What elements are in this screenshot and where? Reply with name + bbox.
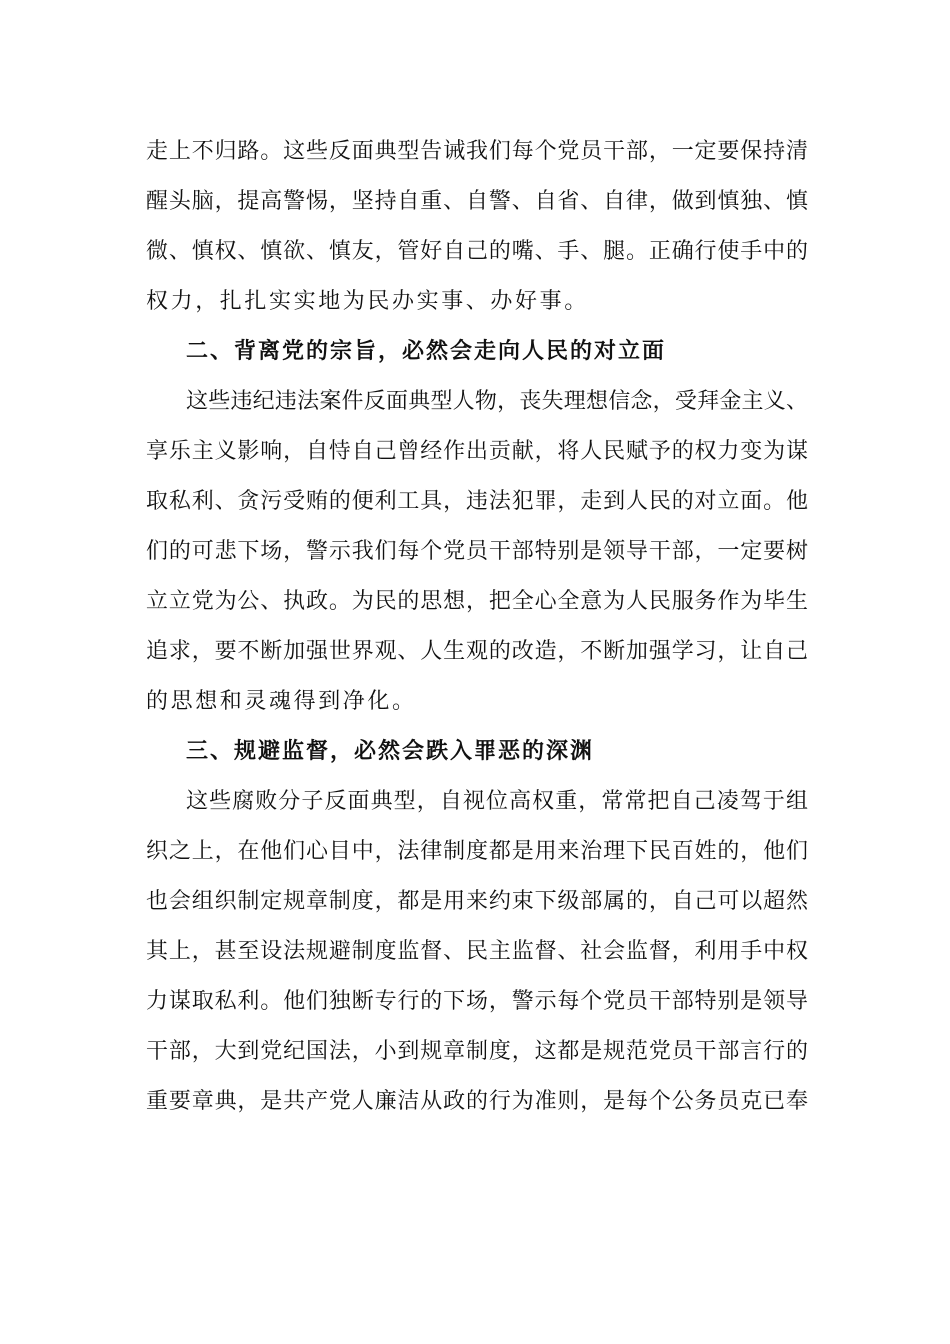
section-heading-3: 三、规避监督，必然会跌入罪恶的深渊 xyxy=(186,739,595,764)
paragraph-line: 权力，扎扎实实地为民办实事、办好事。 xyxy=(146,289,589,314)
paragraph-line: 干部，大到党纪国法，小到规章制度，这都是规范党员干部言行的 xyxy=(146,1039,808,1064)
paragraph-line: 织之上，在他们心目中，法律制度都是用来治理下民百姓的，他们 xyxy=(146,839,808,864)
paragraph-line: 取私利、贪污受贿的便利工具，违法犯罪，走到人民的对立面。他 xyxy=(146,489,808,514)
paragraph-line: 走上不归路。这些反面典型告诫我们每个党员干部，一定要保持清 xyxy=(146,139,808,164)
paragraph-line: 醒头脑，提高警惕，坚持自重、自警、自省、自律，做到慎独、慎 xyxy=(146,189,808,214)
paragraph-line: 其上，甚至设法规避制度监督、民主监督、社会监督，利用手中权 xyxy=(146,939,808,964)
paragraph-line: 力谋取私利。他们独断专行的下场，警示每个党员干部特别是领导 xyxy=(146,989,808,1014)
paragraph-line: 重要章典，是共产党人廉洁从政的行为准则，是每个公务员克已奉 xyxy=(146,1089,808,1114)
paragraph-line: 微、慎权、慎欲、慎友，管好自己的嘴、手、腿。正确行使手中的 xyxy=(146,239,808,264)
document-body xyxy=(146,127,808,1127)
paragraph-line: 也会组织制定规章制度，都是用来约束下级部属的，自己可以超然 xyxy=(146,889,808,914)
paragraph-line: 享乐主义影响，自恃自己曾经作出贡献，将人民赋予的权力变为谋 xyxy=(146,439,808,464)
paragraph-line: 的思想和灵魂得到净化。 xyxy=(146,689,417,714)
paragraph-line: 们的可悲下场，警示我们每个党员干部特别是领导干部，一定要树 xyxy=(146,539,808,564)
paragraph-line: 这些腐败分子反面典型，自视位高权重，常常把自己凌驾于组 xyxy=(186,789,808,814)
section-heading-2: 二、背离党的宗旨，必然会走向人民的对立面 xyxy=(186,339,667,364)
paragraph-line: 追求，要不断加强世界观、人生观的改造，不断加强学习，让自己 xyxy=(146,639,808,664)
paragraph-line: 这些违纪违法案件反面典型人物，丧失理想信念，受拜金主义、 xyxy=(186,389,808,414)
paragraph-line: 立立党为公、执政。为民的思想，把全心全意为人民服务作为毕生 xyxy=(146,589,808,614)
